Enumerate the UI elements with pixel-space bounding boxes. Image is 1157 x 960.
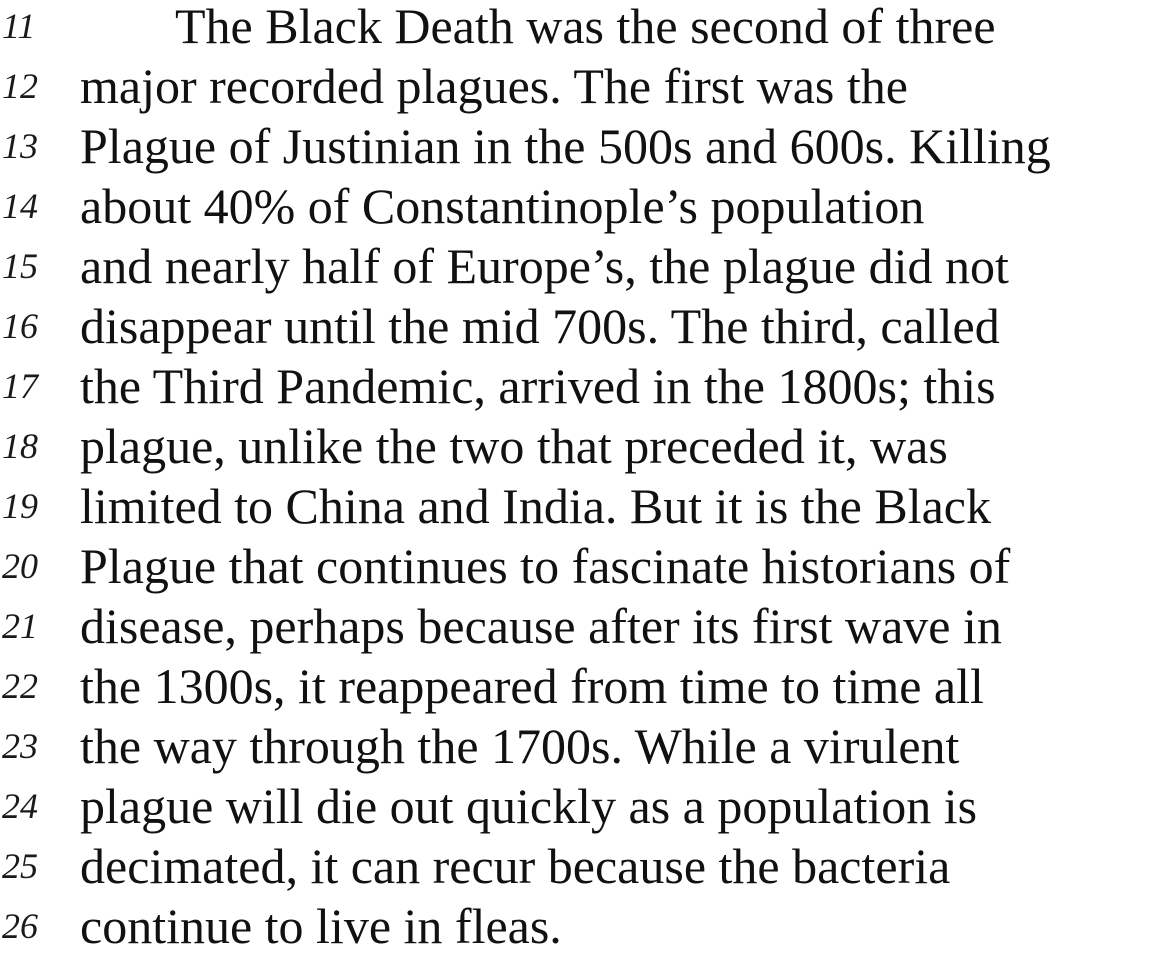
line-number: 15 [2, 246, 38, 286]
line-text: Plague that continues to fascinate historians of [80, 538, 1011, 594]
passage-line [0, 900, 1157, 960]
line-number: 11 [2, 6, 36, 46]
passage-line [0, 360, 1157, 420]
passage-line [0, 480, 1157, 540]
passage-line [0, 720, 1157, 780]
line-number: 21 [2, 606, 38, 646]
line-number: 24 [2, 786, 38, 826]
line-number: 20 [2, 546, 38, 586]
line-text: The Black Death was the second of three [175, 0, 996, 54]
line-number: 13 [2, 126, 38, 166]
line-text: plague, unlike the two that preceded it, was [80, 418, 948, 474]
line-number: 17 [2, 366, 38, 406]
passage-line [0, 660, 1157, 720]
line-number: 26 [2, 906, 38, 946]
line-text: and nearly half of Europe’s, the plague did not [80, 238, 1009, 294]
line-number: 25 [2, 846, 38, 886]
passage-line [0, 180, 1157, 240]
line-number: 23 [2, 726, 38, 766]
line-number: 18 [2, 426, 38, 466]
passage-line [0, 540, 1157, 600]
line-number: 22 [2, 666, 38, 706]
passage-line [0, 600, 1157, 660]
line-text: limited to China and India. But it is the Black [80, 478, 991, 534]
line-text: about 40% of Constantinople’s population [80, 178, 925, 234]
passage-line [0, 120, 1157, 180]
line-text: the way through the 1700s. While a virulent [80, 718, 960, 774]
line-text: the Third Pandemic, arrived in the 1800s; this [80, 358, 996, 414]
passage-line [0, 780, 1157, 840]
passage-line [0, 300, 1157, 360]
passage-line [0, 0, 1157, 60]
line-text: plague will die out quickly as a population is [80, 778, 978, 834]
line-text: major recorded plagues. The first was the [80, 58, 908, 114]
line-number: 12 [2, 66, 38, 106]
line-number: 16 [2, 306, 38, 346]
line-number: 14 [2, 186, 38, 226]
line-text: disease, perhaps because after its first wave in [80, 598, 1002, 654]
line-text: decimated, it can recur because the bacteria [80, 838, 951, 894]
passage-line [0, 840, 1157, 900]
line-text: Plague of Justinian in the 500s and 600s. Killing [80, 118, 1051, 174]
line-number: 19 [2, 486, 38, 526]
passage-line [0, 60, 1157, 120]
passage-line [0, 420, 1157, 480]
passage-line [0, 240, 1157, 300]
line-text: disappear until the mid 700s. The third, called [80, 298, 1000, 354]
line-text: continue to live in fleas. [80, 898, 562, 954]
line-text: the 1300s, it reappeared from time to time all [80, 658, 984, 714]
